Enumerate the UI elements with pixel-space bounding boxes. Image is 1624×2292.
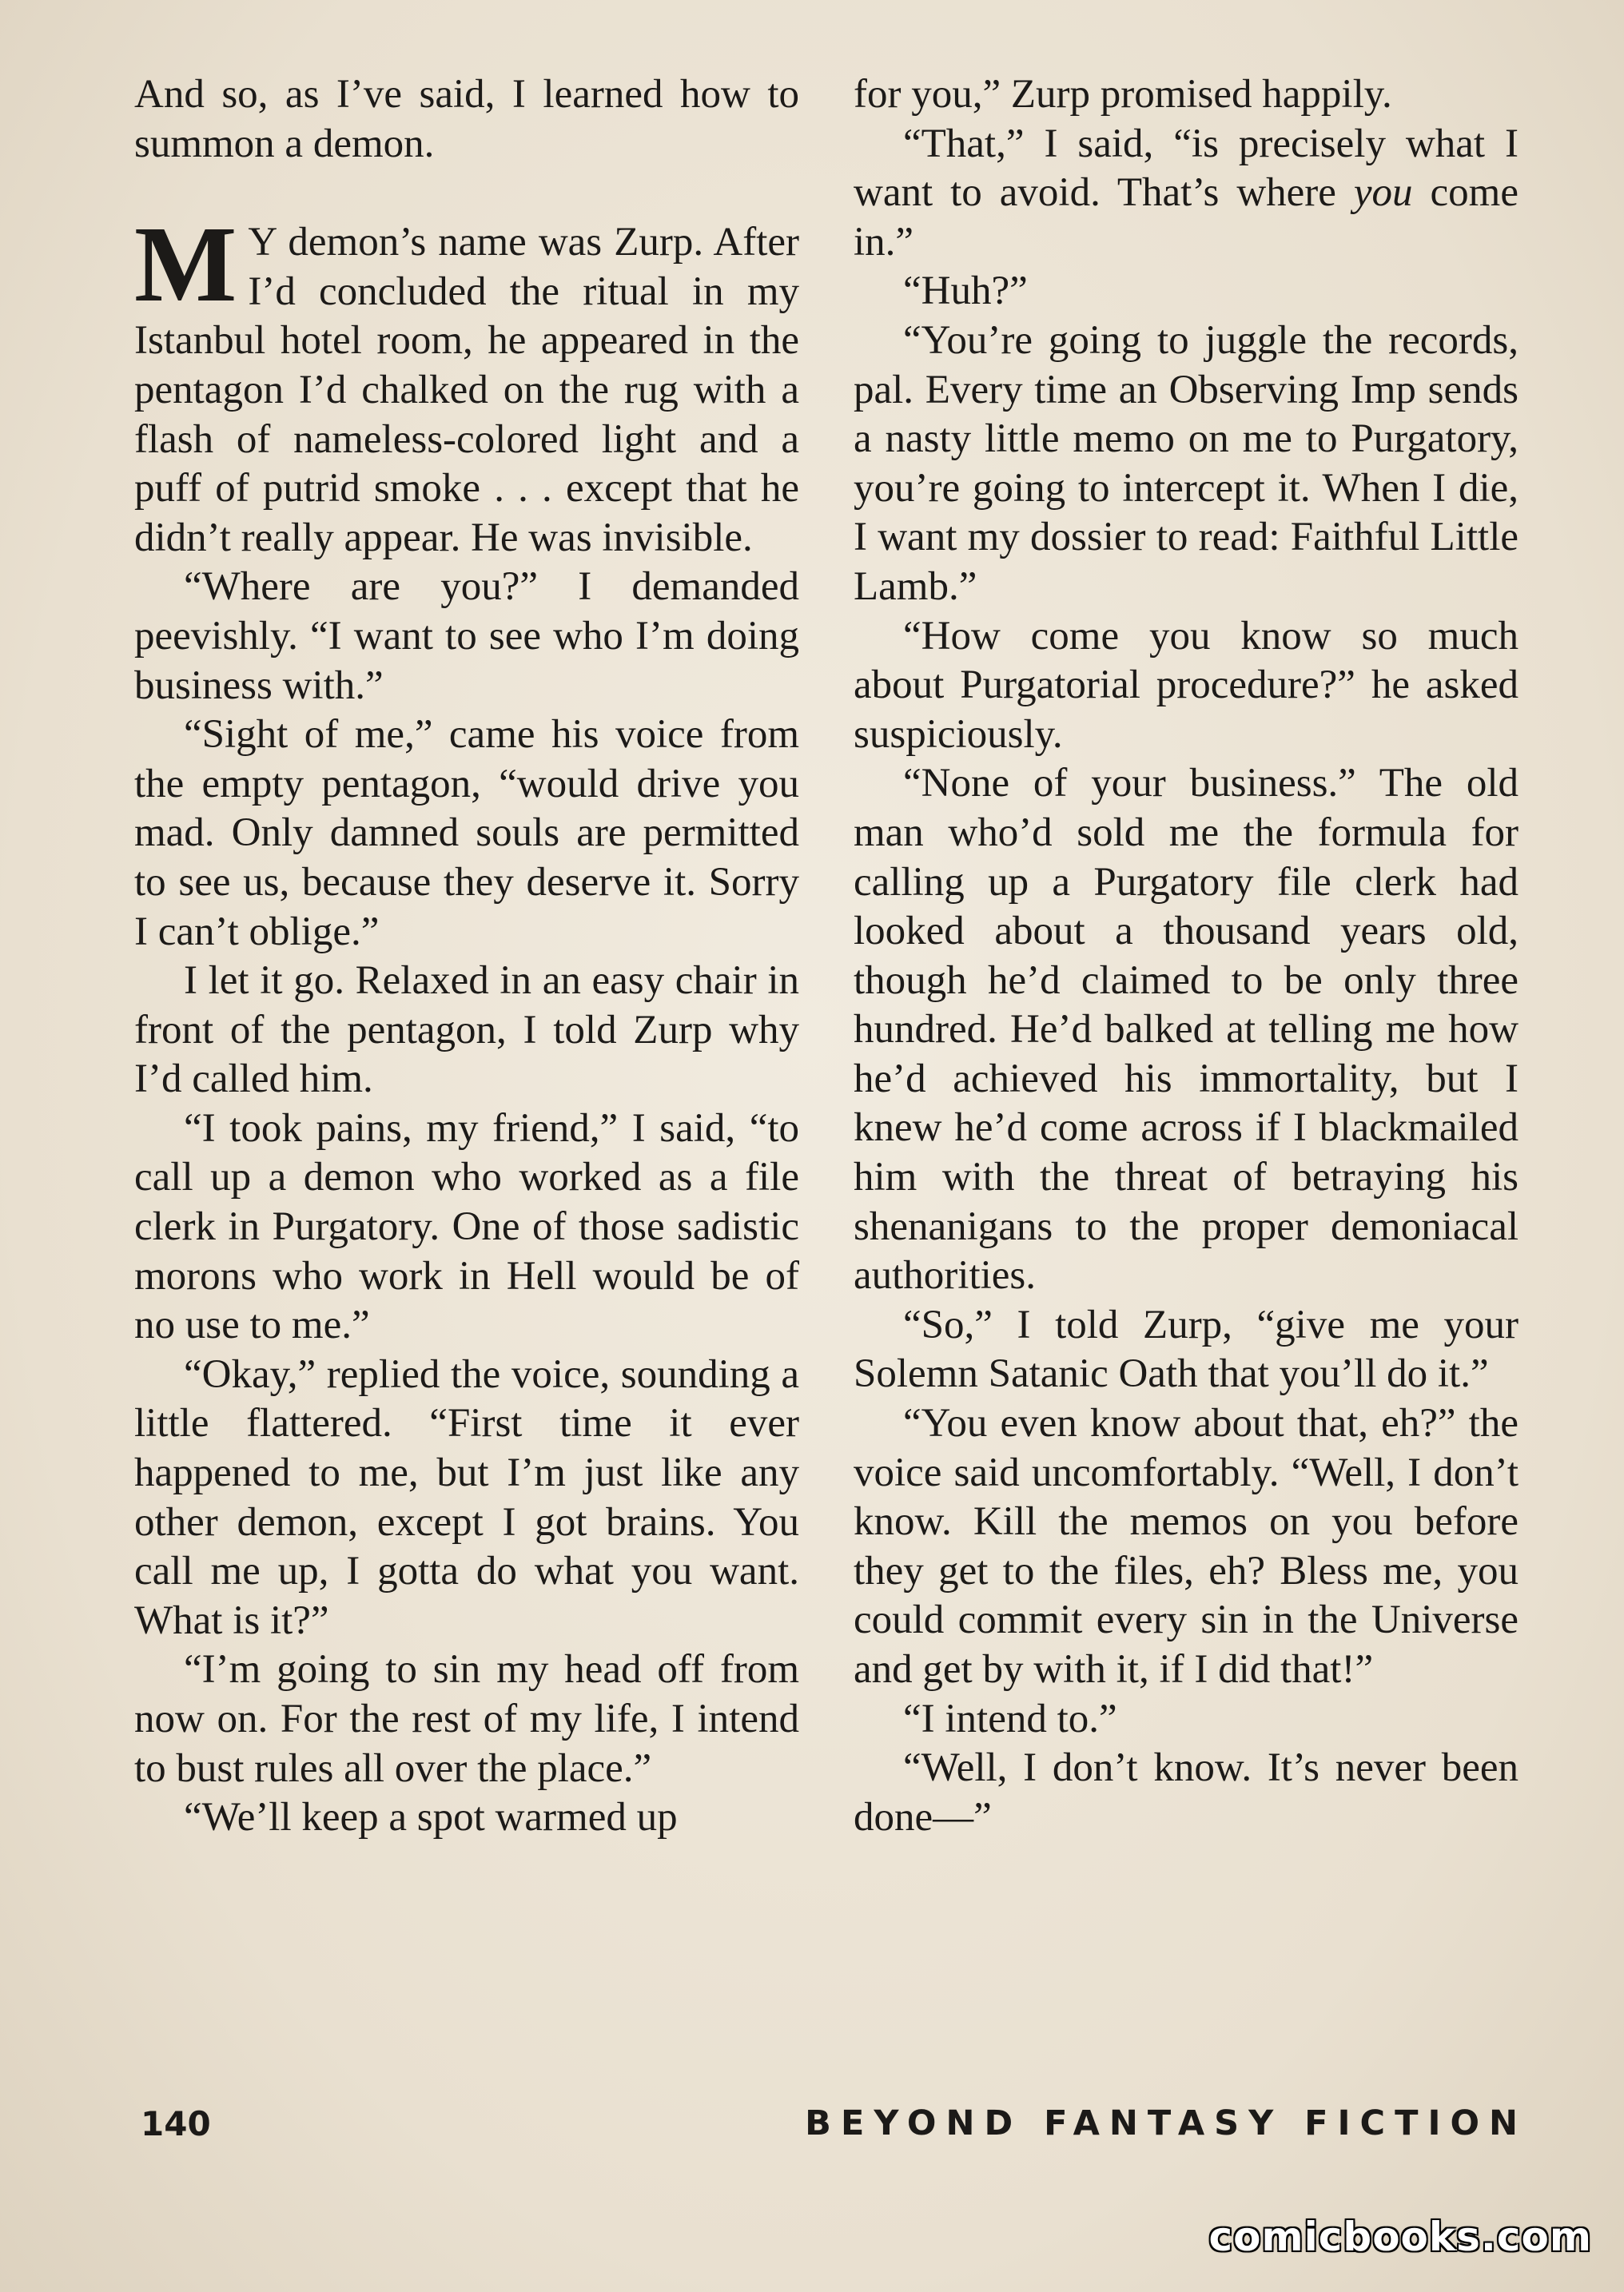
paragraph: “Sight of me,” came his voice from the empty pentagon, “would drive you mad. Only damned souls are permitted to see us, because they deserve it. Sorry I can’t oblige.” [134,712,799,954]
paragraph-text: Y demon’s name was Zurp. After I’d concluded the ritual in my Istanbul hotel room, he appeared in the pentagon I’d chalked on the rug with a flash of nameless-colored light and a puff of putrid smoke . . . except that he didn’t really appear. He was invisible. [134,220,799,560]
drop-cap: M [134,205,237,325]
paragraph: “So,” I told Zurp, “give me your Solemn Satanic Oath that you’ll do it.” [854,1302,1519,1397]
page-footer [141,2099,1527,2147]
left-column [134,70,799,1843]
paragraph: “How come you know so much about Purgatorial procedure?” he asked suspiciously. [854,613,1519,757]
paragraph: “Huh?” [903,269,1028,314]
right-column [854,70,1519,1842]
paragraph-text: come in.” [854,170,1519,265]
page-number: 140 [141,2103,211,2143]
paragraph: “Okay,” replied the voice, sounding a little flattered. “First time it ever happened to me, but I’m just like any other demon, except I got brains. You call me up, I gotta do what you want. What is it?” [134,1351,799,1643]
paragraph [854,120,1519,268]
paragraph: “None of your business.” The old man who’d sold me the formula for calling up a Purgatory file clerk had looked about a thousand years old, though he’d claimed to be only three hundred. He’d balked at telling me how he’d achieved his immortality, but I knew he’d come across if I blackmailed him with the threat of betraying his shenanigans to the proper demoniacal authorities. [854,761,1519,1299]
paragraph: “You’re going to juggle the records, pal. Every time an Observing Imp sends a nasty little memo on me to Purgatory, you’re going to intercept it. When I die, I want my dossier to read: Faithful Little Lamb.” [854,317,1519,609]
paragraph: And so, as I’ve said, I learned how to summon a demon. [134,72,799,166]
paragraph: “I’m going to sin my head off from now on. For the rest of my life, I intend to bust rules all over the place.” [134,1647,799,1791]
paragraph: for you,” Zurp promised happily. [854,72,1392,117]
running-footer-title: BEYOND FANTASY FICTION [805,2103,1527,2143]
paragraph: “I intend to.” [903,1696,1117,1741]
watermark: comicbooks.com [1208,2214,1592,2260]
paragraph: “I took pains, my friend,” I said, “to call up a demon who worked as a file clerk in Purgatory. One of those sadistic morons who work in Hell would be of no use to me.” [134,1105,799,1348]
italic-word: you [1353,170,1413,216]
paragraph-section-start [134,205,799,563]
paragraph: “Where are you?” I demanded peevishly. “I want to see who I’m doing business with.” [134,564,799,708]
paragraph: “We’ll keep a spot warmed up [184,1795,678,1840]
paragraph: I let it go. Relaxed in an easy chair in front of the pentagon, I told Zurp why I’d called him. [134,958,799,1102]
paragraph-text: “That,” I said, “is precisely what I want to avoid. That’s where [854,121,1519,216]
paragraph: “You even know about that, eh?” the voice said uncomfortably. “Well, I don’t know. Kill the memos on you before they get to the files, eh? Bless me, you could commit every sin in the Universe and get by with it, if I did that!” [854,1401,1519,1692]
paragraph: “Well, I don’t know. It’s never been done—” [854,1745,1519,1840]
